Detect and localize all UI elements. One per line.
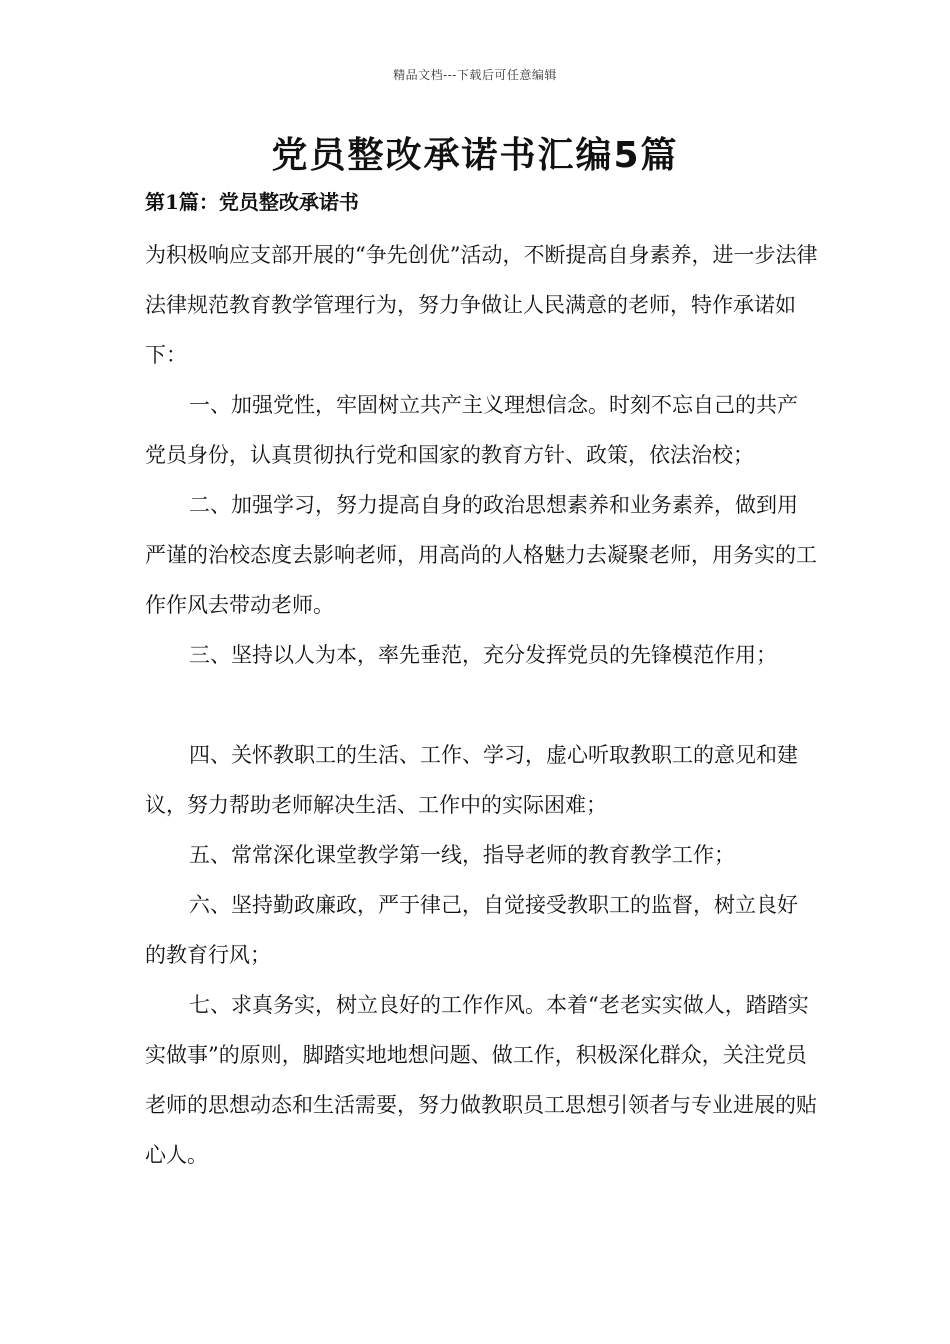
page-title: 党员整改承诺书汇编5篇 <box>271 135 679 176</box>
commitment-item-4: 四、关怀教职工的生活、工作、学习，虚心听取教职工的意见和建议，努力帮助老师解决生活、工作中的实际困难； <box>145 743 798 817</box>
section-heading: 第1篇：党员整改承诺书 <box>145 190 359 214</box>
intro-paragraph: 为积极响应支部开展的“争先创优”活动，不断提高自身素养，进一步法律法律规范教育教学管理行为，努力争做让人民满意的老师，特作承诺如下： <box>145 243 818 367</box>
commitment-item-3: 三、坚持以人为本，率先垂范，充分发挥党员的先锋模范作用； <box>189 643 777 667</box>
paragraph-spacer <box>145 680 817 730</box>
commitment-item-5: 五、常常深化课堂教学第一线，指导老师的教育教学工作； <box>189 843 735 867</box>
commitment-item-6: 六、坚持勤政廉政，严于律己，自觉接受教职工的监督，树立良好的教育行风； <box>145 893 798 967</box>
document-body <box>145 230 817 1180</box>
commitment-item-1: 一、加强党性，牢固树立共产主义理想信念。时刻不忘自己的共产党员身份，认真贯彻执行党和国家的教育方针、政策，依法治校； <box>145 393 798 467</box>
commitment-item-2: 二、加强学习，努力提高自身的政治思想素养和业务素养，做到用严谨的治校态度去影响老师，用高尚的人格魅力去凝聚老师，用务实的工作作风去带动老师。 <box>145 493 817 617</box>
commitment-item-7: 七、求真务实，树立良好的工作作风。本着“老老实实做人，踏踏实实做事”的原则，脚踏实地地想问题、做工作，积极深化群众，关注党员老师的思想动态和生活需要，努力做教职员工思想引领者与专业进展的贴心人。 <box>145 993 817 1167</box>
header-note: 精品文档---下载后可任意编辑 <box>393 68 557 82</box>
